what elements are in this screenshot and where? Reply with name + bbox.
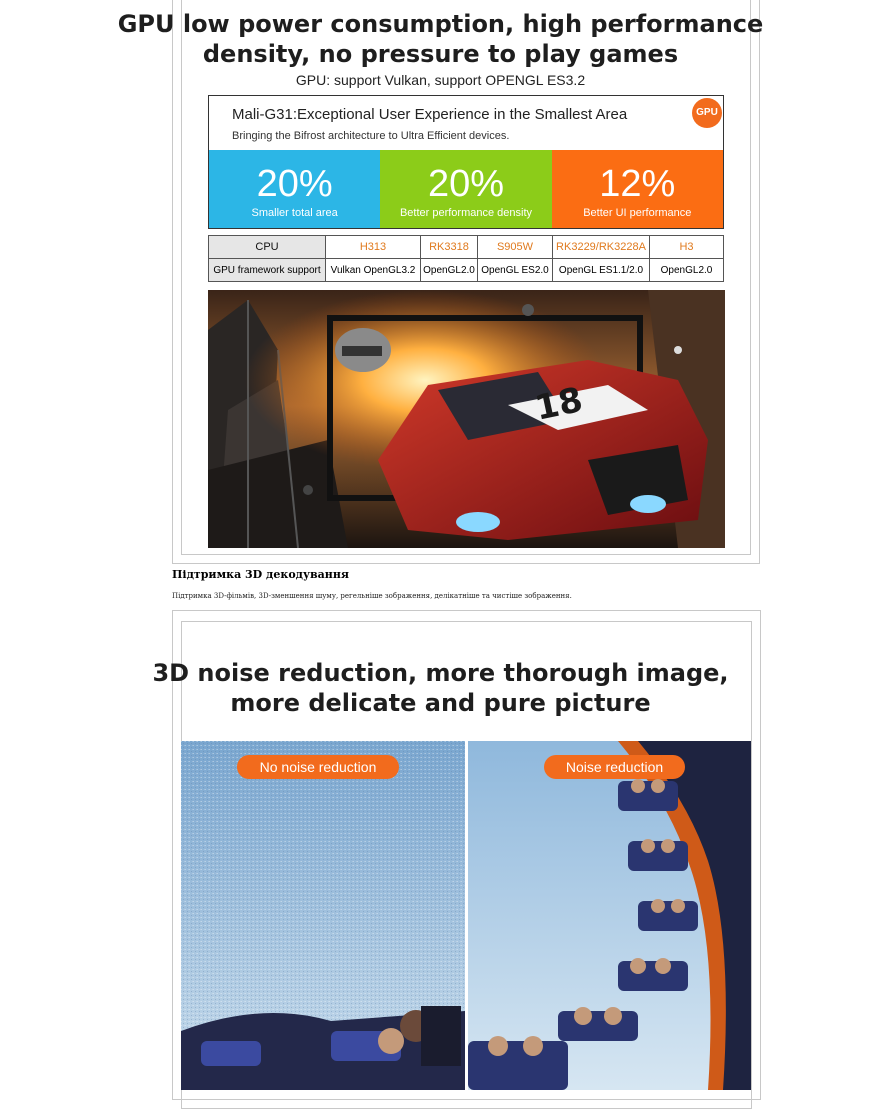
table-cell: RK3229/RK3228A	[553, 236, 650, 259]
stat-label: Better UI performance	[583, 207, 692, 219]
caption-title: Підтримка 3D декодування	[172, 568, 350, 581]
stat-value: 20%	[427, 163, 505, 205]
no-noise-reduction-photo	[181, 741, 465, 1090]
rollercoaster-clean-image	[468, 741, 751, 1090]
table-cell: Vulkan OpenGL3.2	[326, 259, 421, 282]
table-cell: OpenGL ES2.0	[478, 259, 553, 282]
table-row	[209, 236, 724, 259]
stat-label: Smaller total area	[251, 207, 338, 219]
noise-reduction-photo	[468, 741, 751, 1090]
stat-ui-performance	[552, 150, 723, 228]
mali-title: Mali-G31:Exceptional User Experience in the Smallest Area	[232, 106, 628, 123]
no-noise-reduction-label: No noise reduction	[237, 755, 399, 779]
table-cell: OpenGL ES1.1/2.0	[553, 259, 650, 282]
stats-row	[209, 150, 723, 228]
gpu-headline-line2: density, no pressure to play games	[202, 40, 679, 68]
gpu-badge: GPU	[692, 98, 722, 128]
noise-headline-line1: 3D noise reduction, more thorough image,	[152, 659, 729, 687]
racing-game-image	[208, 290, 725, 548]
gpu-headline-line1: GPU low power consumption, high performance	[117, 10, 764, 38]
mali-card	[208, 95, 724, 229]
table-cell: RK3318	[421, 236, 478, 259]
noise-headline-line2: more delicate and pure picture	[230, 689, 651, 717]
stat-label: Better performance density	[399, 207, 533, 219]
racing-game-illustration	[208, 290, 725, 548]
table-cell: OpenGL2.0	[650, 259, 724, 282]
stat-value: 12%	[599, 163, 676, 205]
table-cell: S905W	[478, 236, 553, 259]
caption-text: Підтримка 3D-фільмів, 3D-зменшення шуму, регельніше зображення, делікатніше та чистіше зображення.	[172, 592, 572, 600]
stat-value: 20%	[256, 163, 333, 205]
table-cell: H313	[326, 236, 421, 259]
stat-smaller-area	[209, 150, 380, 228]
gpu-subtitle: GPU: support Vulkan, support OPENGL ES3.2	[295, 72, 586, 88]
stat-performance-density	[380, 150, 551, 228]
table-row	[209, 259, 724, 282]
table-cell: H3	[650, 236, 724, 259]
table-cell: CPU	[209, 236, 326, 259]
gpu-comparison-table	[208, 235, 724, 282]
rollercoaster-noisy-image	[181, 741, 465, 1090]
noise-reduction-label: Noise reduction	[544, 755, 685, 779]
table-cell: OpenGL2.0	[421, 259, 478, 282]
table-cell: GPU framework support	[209, 259, 326, 282]
mali-description: Bringing the Bifrost architecture to Ultra Efficient devices.	[232, 130, 510, 142]
car-number: 18	[531, 379, 587, 429]
